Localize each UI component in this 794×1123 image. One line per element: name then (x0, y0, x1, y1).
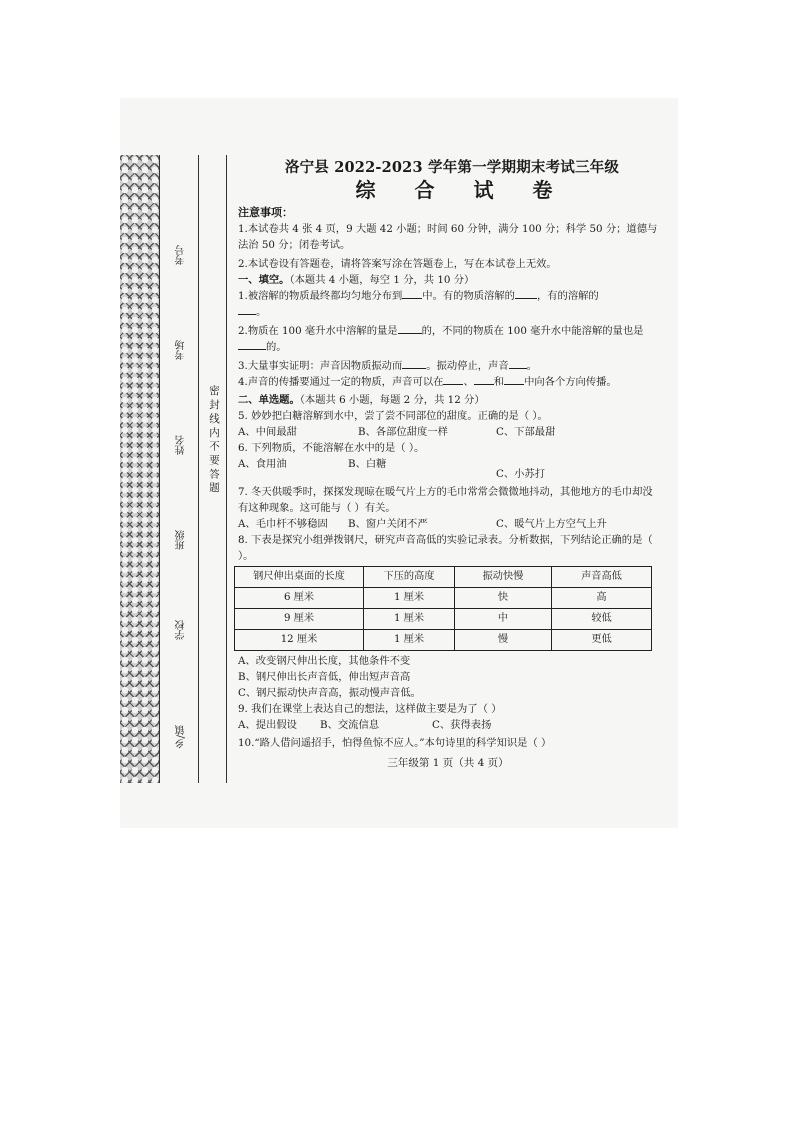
question-4: 4.声音的传播要通过一定的物质，声音可以在 、 和 中向各个方向传播。 (238, 376, 617, 388)
question-8-option: B、钢尺伸出长声音低，伸出短声音高 (238, 671, 411, 683)
table-cell: 6 厘米 (235, 588, 364, 609)
option: A、毛巾杆不够稳固 (238, 518, 328, 530)
seal-line-left (198, 155, 199, 783)
page-footer: 三年级第 1 页（共 4 页） (387, 757, 509, 769)
option: A、中间最甜 (238, 426, 297, 438)
option: B、交流信息 (320, 719, 380, 731)
question-7: 7. 冬天供暖季时，探探发现晾在暖气片上方的毛巾常常会微微地抖动，其他地方的毛巾却没有这种现象。这可能与（ ）有关。 (238, 486, 653, 514)
notes-heading: 注意事项： (238, 206, 293, 219)
option: A、食用油 (238, 458, 287, 470)
seal-warning: 密 封 线 内 不 要 答 题 (208, 385, 220, 493)
table-cell: 更低 (552, 630, 652, 651)
option: A、提出假设 (238, 719, 297, 731)
question-1: 1.被溶解的物质最终都均匀地分布到 中。有的物质溶解的 ，有的溶解的 。 (238, 290, 599, 318)
note-item: 1.本试卷共 4 张 4 页，9 大题 42 小题；时间 60 分钟，满分 100 分；科学 50 分；道德与法治 50 分；闭卷考试。 (238, 223, 658, 251)
option: C、下部最甜 (496, 426, 556, 438)
option: C、暖气片上方空气上升 (496, 518, 607, 530)
table-header: 钢尺伸出桌面的长度 (235, 567, 364, 588)
question-8-option: A、改变钢尺伸出长度，其他条件不变 (238, 655, 411, 667)
table-cell: 12 厘米 (235, 630, 364, 651)
field-township: 乡/镇 (176, 725, 187, 749)
table-header-row (235, 567, 652, 588)
seal-line-right (226, 155, 227, 783)
option: B、窗户关闭不严 (348, 518, 428, 530)
table-header: 振动快慢 (455, 567, 552, 588)
table-row (235, 609, 652, 630)
question-5-options (238, 424, 658, 440)
table-cell: 1 厘米 (364, 609, 455, 630)
note-item: 2.本试卷设有答题卷，请将答案写涂在答题卷上，写在本试卷上无效。 (238, 258, 557, 270)
table-cell: 慢 (455, 630, 552, 651)
question-2: 2.物质在 100 毫升水中溶解的量是 的，不同的物质在 100 毫升水中能溶解的量也是的。 (238, 325, 644, 353)
table-cell: 9 厘米 (235, 609, 364, 630)
section-heading: 二、单选题。（本题共 6 小题，每题 2 分，共 12 分） (238, 394, 485, 406)
exam-title: 洛宁县 2022-2023 学年第一学期期末考试三年级 (284, 159, 620, 176)
question-8: 8. 下表是探究小组弹拨钢尺，研究声音高低的实验记录表。分析数据，下列结论正确的是（ ）。 (238, 534, 653, 562)
question-6-options (238, 456, 658, 484)
section-heading: 一、填空。（本题共 4 小题，每空 1 分，共 10 分） (238, 274, 475, 286)
field-exam-room: 考场 (176, 340, 187, 360)
table-cell: 1 厘米 (364, 630, 455, 651)
question-7-options (238, 516, 658, 532)
table-cell: 1 厘米 (364, 588, 455, 609)
decorative-pattern-strip (120, 155, 159, 783)
table-row (235, 630, 652, 651)
question-3: 3.大量事实证明：声音因物质振动而 。振动停止，声音 。 (238, 360, 537, 372)
field-exam-number: 考号 (176, 245, 187, 265)
question-5: 5. 妙妙把白糖溶解到水中，尝了尝不同部位的甜度。正确的是（ ）。 (238, 410, 548, 422)
question-9: 9. 我们在课堂上表达自己的想法，这样做主要是为了（ ） (238, 703, 502, 715)
table-header: 下压的高度 (364, 567, 455, 588)
exam-content (238, 160, 658, 771)
option: C、获得表扬 (432, 719, 492, 731)
question-10: 10.“路人借问遥招手，怕得鱼惊不应人。”本句诗里的科学知识是（ ） (238, 737, 552, 749)
field-name: 姓名 (176, 435, 187, 455)
table-cell: 较低 (552, 609, 652, 630)
option: C、小苏打 (496, 468, 546, 480)
table-cell: 高 (552, 588, 652, 609)
question-6: 6. 下列物质，不能溶解在水中的是（ ）。 (238, 442, 425, 454)
table-header: 声音高低 (552, 567, 652, 588)
experiment-table (234, 566, 652, 651)
option: B、白糖 (348, 458, 387, 470)
field-class: 班级 (176, 530, 187, 550)
question-8-option: C、钢尺振动快声音高，振动慢声音低。 (238, 687, 421, 699)
exam-subtitle: 综 合 试 卷 (355, 178, 569, 202)
table-row (235, 588, 652, 609)
field-school: 学校 (176, 620, 187, 640)
option: B、各部位甜度一样 (358, 426, 448, 438)
question-9-options (238, 717, 658, 733)
table-cell: 中 (455, 609, 552, 630)
strip-border-line (159, 155, 160, 783)
table-cell: 快 (455, 588, 552, 609)
